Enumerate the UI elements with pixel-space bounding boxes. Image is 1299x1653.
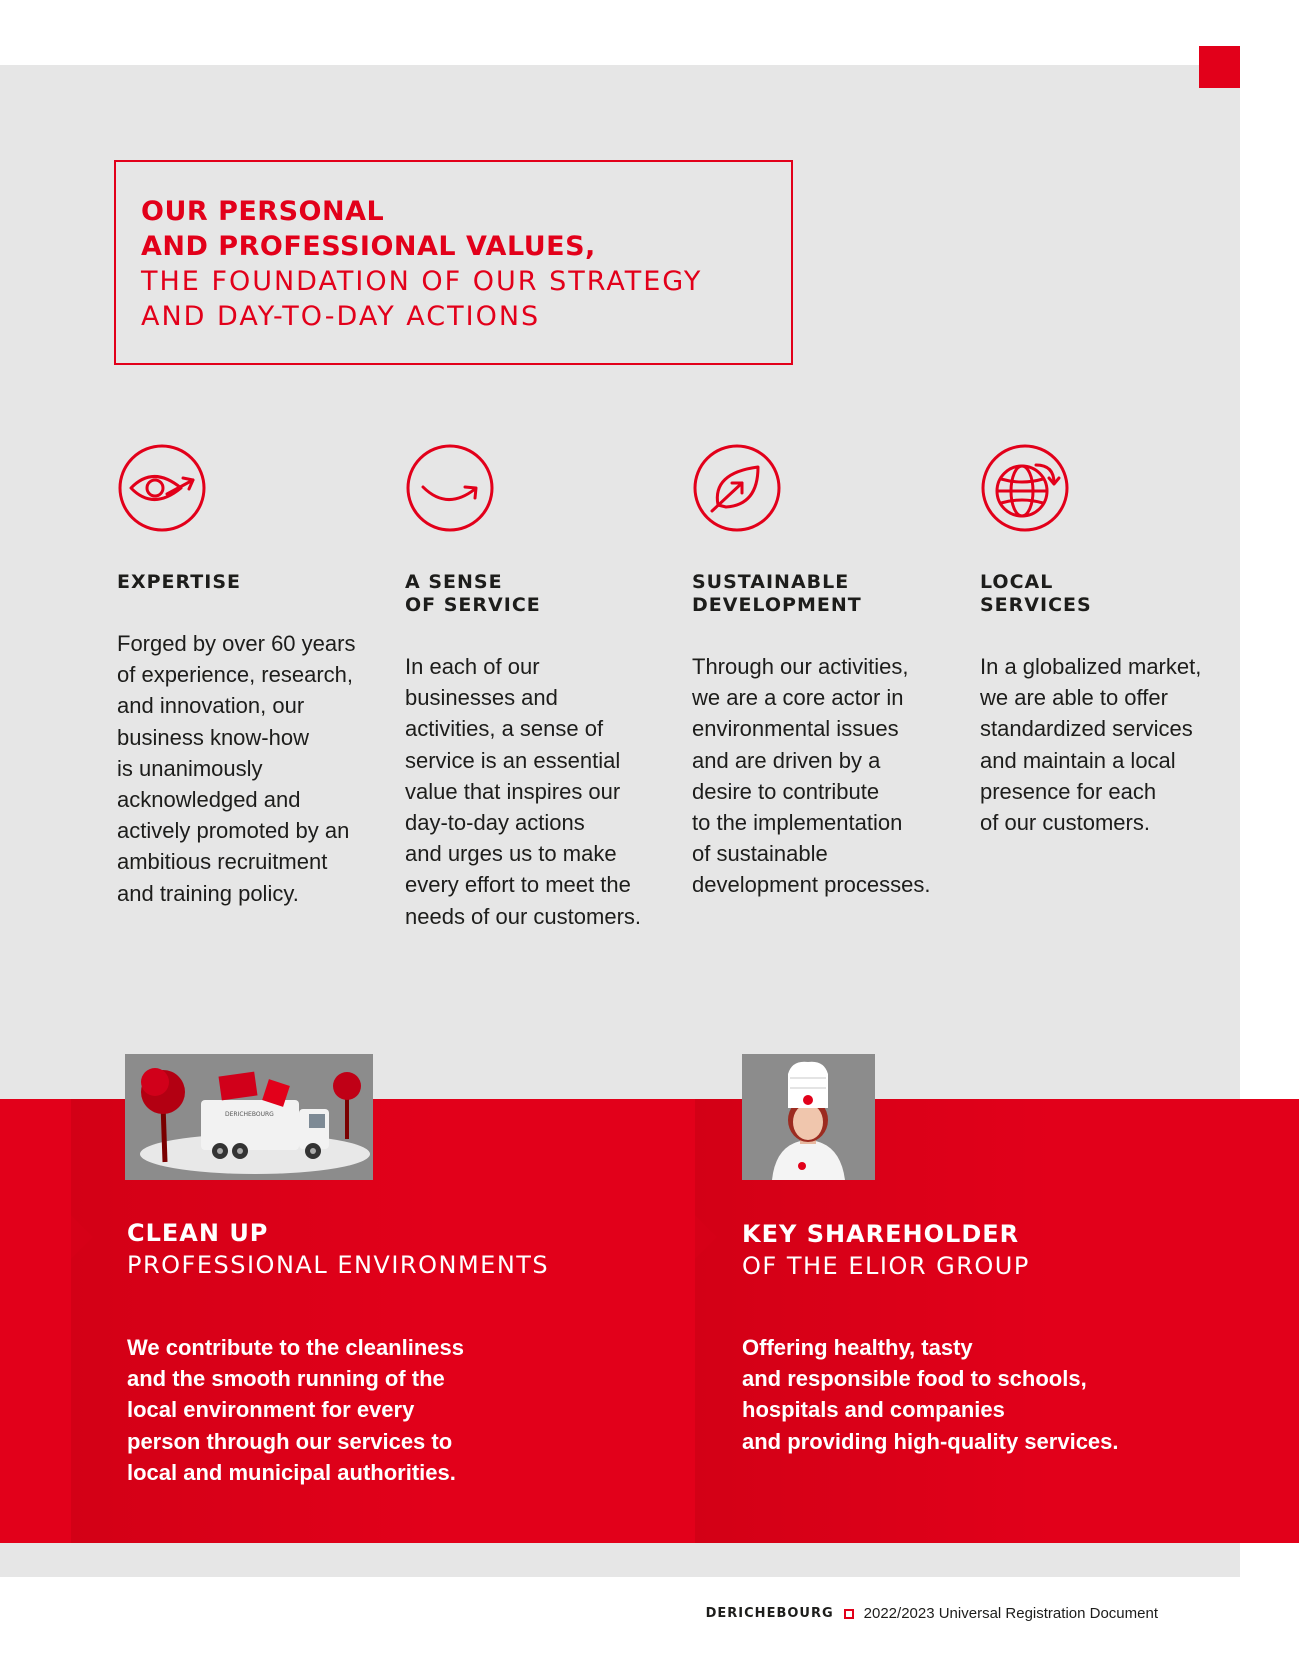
- service-heading-light: OF THE ELIOR GROUP: [742, 1252, 1030, 1280]
- value-text: Forged by over 60 years of experience, research, and innovation, our business know-how is unanimously acknowledged and actively promoted by an ambitious recruitment and training policy.: [117, 631, 356, 906]
- leaf-arrow-icon: [692, 443, 782, 533]
- panel-notch: [695, 1215, 717, 1259]
- chef-illustration: [742, 1054, 875, 1180]
- smile-arrow-icon: [405, 443, 495, 533]
- title-line-2: AND PROFESSIONAL VALUES,: [141, 231, 596, 262]
- service-heading-light: PROFESSIONAL ENVIRONMENTS: [127, 1251, 550, 1279]
- service-text: We contribute to the cleanliness and the smooth running of the local environment for every person through our services to local and municipal authorities.: [127, 1335, 464, 1485]
- value-heading: EXPERTISE: [117, 571, 242, 593]
- truck-brand-label: DERICHEBOURG: [225, 1111, 274, 1118]
- page-footer: [706, 1605, 1158, 1622]
- garbage-truck-illustration: [125, 1054, 373, 1180]
- value-text: In each of our businesses and activities, a sense of service is an essential value that inspires our day-to-day actions and urges us to make every effort to meet the needs of our customers.: [405, 654, 642, 929]
- footer-brand: DERICHEBOURG: [705, 1606, 834, 1621]
- title-line-3: THE FOUNDATION OF OUR STRATEGY: [141, 266, 703, 297]
- corner-accent-square: [1199, 46, 1240, 88]
- footer-document-title: 2022/2023 Universal Registration Document: [863, 1605, 1158, 1622]
- value-text: In a globalized market, we are able to offer standardized services and maintain a local presence for each of our customers.: [980, 654, 1202, 836]
- service-heading-strong: CLEAN UP: [127, 1219, 269, 1247]
- title-line-4: AND DAY-TO-DAY ACTIONS: [141, 301, 541, 332]
- panel-notch: [71, 1215, 93, 1259]
- values-title-box: [114, 160, 793, 365]
- value-text: Through our activities, we are a core actor in environmental issues and are driven by a desire to contribute to the implementation of sustainable development processes.: [692, 654, 931, 898]
- value-service: [405, 443, 665, 929]
- footer-square-icon: [844, 1609, 854, 1619]
- eye-arrow-icon: [117, 443, 207, 533]
- globe-arrow-icon: [980, 443, 1070, 533]
- value-expertise: [117, 443, 377, 906]
- value-heading: A SENSE OF SERVICE: [405, 571, 541, 616]
- value-heading: LOCAL SERVICES: [980, 571, 1092, 616]
- value-sustainable: [692, 443, 952, 898]
- title-line-1: OUR PERSONAL: [141, 196, 385, 227]
- service-heading-strong: KEY SHAREHOLDER: [742, 1220, 1020, 1248]
- service-text: Offering healthy, tasty and responsible food to schools, hospitals and companies and providing high-quality services.: [742, 1335, 1119, 1454]
- value-heading: SUSTAINABLE DEVELOPMENT: [692, 571, 862, 616]
- value-local: [980, 443, 1240, 836]
